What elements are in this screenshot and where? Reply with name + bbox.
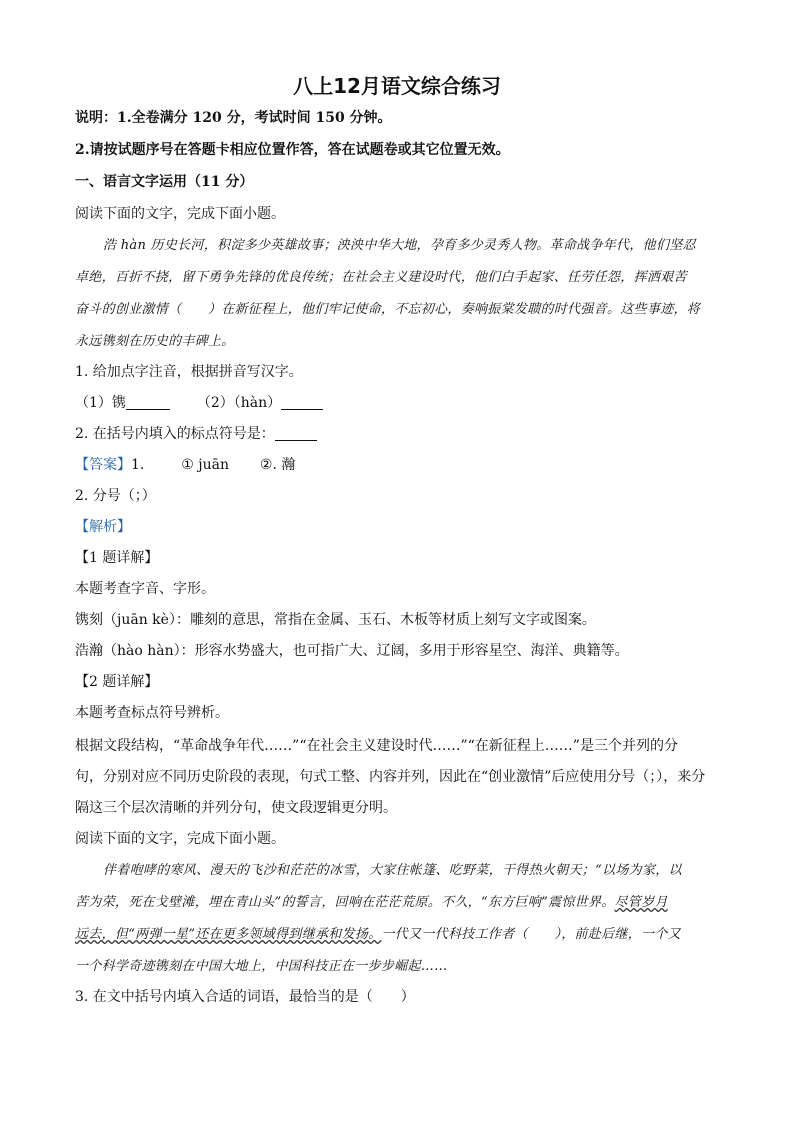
answer-line [75,455,295,475]
section1-read-prompt: 阅读下面的文字，完成下面小题。 [75,206,285,222]
answer-1-text: juān [198,457,230,473]
passage1-line-3: 奋斗的创业激情（ ）在新征程上，他们牢记使命，不忘初心，奏响振棠发聩的时代强音。这些事迹，将 [75,302,701,317]
analysis-label: 【解析】 [75,519,131,535]
answer-1-marker: ① [181,457,194,473]
passage2-line-4: 一个科学奇迹镌刻在中国大地上，中国科技正在一步步崛起…… [75,959,448,974]
passage2-underlined-start: 尽管岁月 [614,895,668,910]
passage2-line-2 [75,893,668,913]
section1-heading: 一、语言文字运用（11 分） [75,174,254,190]
analysis-q2-line-1: 本题考查标点符号辨析。 [75,705,229,721]
analysis-q2-line-3: 句，分别对应不同历史阶段的表现，句式工整、内容并列，因此在“创业激情”后应使用分号（；），来分 [75,769,706,785]
answer-2-marker: ② [259,457,273,473]
passage1-line-2: 卓绝，百折不挠，留下勇争先锋的优良传统；在社会主义建设时代，他们白手起家、任劳任怨，挥洒艰苦 [75,270,687,285]
instruction-line-1: 说明：1.全卷满分 120 分，考试时间 150 分钟。 [75,110,392,126]
analysis-q2-line-2: 根据文段结构，“革命战争年代……”“在社会主义建设时代……”“在新征程上……”是三个并列的分 [75,738,678,754]
question-2 [75,424,317,444]
passage2-line-2-text: 苦为荣，死在戈壁滩，埋在青山头”的誓言，回响在茫茫荒原。不久，“东方巨响”震惊世界。 [75,895,615,910]
analysis-q1-line-2: 镌刻（juān kè）：雕刻的意思，常指在金属、玉石、木板等材质上刻写文字或图案。 [75,612,596,628]
page-title: 八上12月语文综合练习 [293,74,501,98]
passage2-underlined-end: 远去，但“两弹一星”还在更多领域得到继承和发扬。 [75,927,382,942]
answer-label: 【答案】 [75,457,131,473]
question-1-parts [75,393,323,413]
answer-number: 1. [131,457,145,473]
analysis-q2-heading: 【2 题详解】 [75,674,159,690]
q1-part-1-blank [126,395,170,410]
q1-part-1-label: （1）镌 [75,395,126,411]
q1-part-2-blank [281,395,323,410]
passage2-line-1: 伴着咆哮的寒风、漫天的飞沙和茫茫的冰雪，大家住帐篷、吃野菜，干得热火朝天；“以场为家，以 [103,863,682,878]
q2-blank [275,426,317,441]
passage1-line-1: 浩 hàn 历史长河，积淀多少英雄故事；泱泱中华大地，孕育多少灵秀人物。革命战争年代，他们坚忍 [103,238,696,253]
answer-line-2: 2. 分号（；） [75,488,156,504]
passage2-line-3-text: 一代又一代科技工作者（ ），前赴后继，一个又 [381,927,681,942]
analysis-q1-line-1: 本题考查字音、字形。 [75,581,215,597]
instruction-line-2: 2.请按试题序号在答题卡相应位置作答，答在试题卷或其它位置无效。 [75,142,510,158]
answer-2-text: . 瀚 [272,457,296,473]
passage1-line-4: 永远镌刻在历史的丰碑上。 [75,334,235,349]
question-3: 3. 在文中括号内填入合适的词语，最恰当的是（ ） [75,989,415,1005]
analysis-q1-line-3: 浩瀚（hào hàn）：形容水势盛大，也可指广大、辽阔，多用于形容星空、海洋、典籍等。 [75,643,629,659]
passage2-line-3 [75,925,681,945]
q1-part-2-label: （2）（hàn） [196,395,282,411]
analysis-q1-heading: 【1 题详解】 [75,550,159,566]
section2-read-prompt: 阅读下面的文字，完成下面小题。 [75,831,285,847]
analysis-q2-line-4: 隔这三个层次清晰的并列分句，使文段逻辑更分明。 [75,800,397,816]
question-1: 1. 给加点字注音，根据拼音写汉字。 [75,364,303,380]
question-2-text: 2. 在括号内填入的标点符号是： [75,426,275,442]
